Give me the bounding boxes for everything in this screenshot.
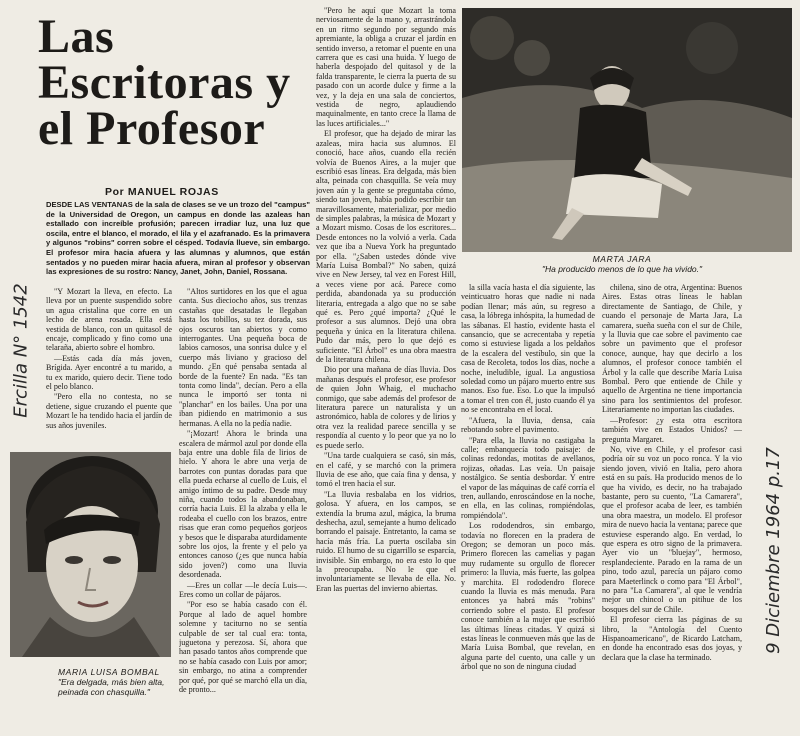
paragraph: "Para ella, la lluvia no castigaba la calle; embanquecía todo paisaje: de colinas redondas, motitas de avellanos, rojizas, oñadas. Las veía. Un paisaje nostálgico. Se sentía desbordar. Y entre el vapor de las máquinas de café corría el tren, aullando, enroscándose en la noche, en ella, en las colinas, rompiéndolas, rompiéndola". [461, 435, 595, 520]
caption-name: MARIA LUISA BOMBAL [58, 667, 160, 677]
jara-photo [462, 8, 792, 252]
paragraph: "Pero he aquí que Mozart la toma nerviosamente de la mano y, arrastrándola en un ritmo segundo por segundo más apremiante, la obliga a cruzar el jardín en sentido inverso, a retomar el puente en una carrera que es casi una huida. Y luego de haberla despojado del quitasol y de la falda transparente, le cierra la puerta de su pasado con un acorde dulce y firme a la vez, y la deja en una sala de conciertos, vestida de negro, aplaudiendo maquinalmente, en tanto crece la llama de las luces artificiales..." [316, 6, 456, 128]
text-column-1 [46, 287, 172, 447]
paragraph: la silla vacía hasta el día siguiente, las veinticuatro horas que nadie ni nada podían llenar; más aún, su regreso a casa, la lóbrega inhóspita, la humedad de las sábanas. El hastío, evidente hasta el cansancio, que se acrecentaba y repetía como si estuviese ligada a los peldaños de la escalera del vestíbulo, sin que la casa de Recoleta, todos los días, noche a noche, ineludible, igual. La angustiosa soledad como un pájaro muerto entre sus manos. Eso fue. Eso. Lo que la impulsó a tomar el tren con él, justo cuando él ya no se encontraba en el local. [461, 283, 595, 415]
title-line-1: Las [38, 10, 115, 63]
paragraph: "Y Mozart la lleva, en efecto. La lleva por un puente suspendido sobre un agua cristalina que corre en un lecho de arena rosada. Ella está vestida de blanco, con un quitasol de encaje, complicado y fino como una telaraña, abierto sobre el hombro. [46, 287, 172, 353]
paragraph: —Eres un collar —le decía Luis—. Eres como un collar de pájaros. [179, 580, 307, 599]
text-column-4 [461, 283, 595, 724]
handwritten-note-right: 9 Diciembre 1964 p.17 [762, 447, 784, 654]
paragraph: "¡Mozart! Ahora le brinda una escalera de mármol azul por donde ella baja entre una doble fila de lirios de hielo. Y ahora le abre una verja de barrotes con puntas doradas para que ella pueda echarse al cuello de Luis, el amigo íntimo de su padre. Desde muy niña, cuando todos la abandonaban, corría hacia Luis. El la alzaba y ella le rodeaba el cuello con los brazos, entre risas que eran como pequeños gorjeos y besos que le disparaba aturdidamente sobre los ojos, la frente y el pelo ya entonces canoso (¿es que nunca había sido joven?) como una lluvia desordenada. [179, 429, 307, 580]
paragraph: "Altos surtidores en los que el agua canta. Sus dieciocho años, sus trenzas castañas que desatadas le llegaban hasta los tobillos, su tez dorada, sus ojos oscuros tan abiertos y como interrogantes. Una pequeña boca de labios carnosos, una sonrisa dulce y el cuerpo más liviano y gracioso del mundo. ¿En qué pensaba sentada al borde de la fuente? En nada. "Es tan tonta como linda", decían. Pero a ella nunca le importó ser tonta ni "planchar" en los bailes. Una por una iban pidiendo en matrimonio a sus hermanas. A ella no la pedía nadie. [179, 287, 307, 428]
handwritten-note-left: Ercilla N° 1542 [10, 283, 32, 418]
caption-quote: "Ha producido menos de lo que ha vivido." [541, 264, 703, 274]
paragraph: "Afuera, la lluvia, densa, caía rebotando sobre el pavimento. [461, 415, 595, 435]
caption-quote: "Era delgada, más bien alta, peinada con chasquilla." [58, 677, 165, 697]
text-column-5 [602, 283, 742, 724]
paragraph: No, vive en Chile, y el profesor casi podría oír su voz un poco ronca. Y la vio siendo joven, vivió en Italia, pero ahora está en su país. Ha producido menos de lo que ha vivido, es decir, no ha trabajado bastante, pero su cuento, "La Camarera", que el profesor acaba de leer, es también una obra maestra, un modelo. El profesor mira de nuevo hacia la ventana; parece que estuviese esperando algo. En verdad, lo que espera es otro signo de la primavera. Ayer vio un "bluejay", hermoso, resplandeciente. Parado en la rama de un pino, todo azul, parecía un pájaro como para Maeterlinck o como para "El Árbol", no para "La Camarera", al que le vendría mejor un chincol o un pitihue de los bosques del sur de Chile. [602, 444, 742, 614]
paragraph: El profesor cierra las páginas de su libro, la "Antología del Cuento Hispanoamericano", de Ricardo Latcham, en donde ha encontrado esas dos joyas, y declara que la clase ha terminado. [602, 615, 742, 662]
title-line-3: el Profesor [38, 102, 266, 155]
paragraph: Dio por una mañana de días lluvia. Dos mañanas después el profesor, ese profesor de quien John Whaig, el muchacho conmigo, que sabe además del profesor de literatura parece un naturalista y un astronómico, habla de colores y de lirios y otra vez la realidad parece sencilla y se respondía al cuento y lo peor que ya no lo es puede serlo. [316, 365, 456, 450]
article-title [38, 10, 328, 155]
paragraph: Los rododendros, sin embargo, todavía no florecen en la pradera de Oregon; se demoran un poco más. Primero florecen las camelias y pagan muy rudamente su orgullo de florecer primero: la lluvia, más fuerte, las golpea y marchita. El rododendro florece cuando la lluvia es más menuda. Para entonces ya habrá más "robins" corriendo sobre el pasto. El profesor conoce también a la mujer que escribió las últimas líneas citadas. Y quizá si estas líneas le conmueven más que las de María Luisa Bombal, que revelan, en alguna parte del cuento, una calle y un árbol que no son de ninguna ciudad [461, 521, 595, 672]
byline: Por MANUEL ROJAS [105, 186, 219, 198]
paragraph: "La lluvia resbalaba en los vidrios, golosa. Y afuera, en los campos, se extendía la bruma azul, mágica, la bruma deshecha, azul, semejante a humo delicado borrando el paisaje. Entretanto, la cama se hacía más fría. La puerta oscilaba sin ruido. El humo de su cigarrillo se esparcía, invisible. Sin embargo, no era esto lo que la preocupaba. No le que el involuntariamente se llevaba de ella. No. Eran las puertas del invierno abiertas. [316, 489, 456, 593]
text-column-3 [316, 6, 456, 724]
portrait-illustration [10, 452, 171, 657]
title-line-2: Escritoras y [38, 56, 291, 109]
paragraph: —Estás cada día más joven, Brígida. Ayer encontré a tu marido, a tu ex marido, quiero decir. Tiene todo el pelo blanco. [46, 353, 172, 392]
paragraph: chilena, sino de otra, Argentina: Buenos Aires. Estas otras líneas le hablan directamente de Santiago, de Chile, y cuando el personaje de Marta Jara, La camarera, sueña sueña con el sur de Chile, y la lluvia que cae sobre el pavimento cae sobre un pavimento que el profesor conoce, aunque, hay que decirlo a los alumnos, el profesor conoce también el Árbol y la calle que describe María Luisa Bombal. Pero que entiende de Chile y aquello de Argentina ne tiene importancia sino para los sentimientos del profesor. Literariamente no importan las ciudades. [602, 283, 742, 415]
caption-name: MARTA JARA [592, 254, 652, 264]
garden-scene-illustration [462, 8, 792, 252]
paragraph: "Pero ella no contesta, no se detiene, sigue cruzando el puente que Mozart le ha tendido hacia el jardín de sus años juveniles. [46, 392, 172, 430]
paragraph: "Una tarde cualquiera se casó, sin más, en el café, y se marchó con la primera lluvia de ese año, que caía fina y densa, y tomó el tren hacia el sur. [316, 451, 456, 489]
paragraph: El profesor, que ha dejado de mirar las azaleas, mira hacia sus alumnos. El conoció, hace años, cuando ella recién volvía de Buenos Aires, a la mujer que escribió esas líneas. Era delgada, más bien alta, peinada con chasquilla. Se veía muy joven aún y la gente se preguntaba cómo, siendo tan joven, había podido escribir tan maravillosamente, materializar, por medio de simples palabras, la música de Mozart y a Mozart mismo. Cosas de los escritores... Desde entonces no la volvió a verla. Cada vez que iba a Nueva York ha preguntado por ella. "¿Saben ustedes dónde vive María Luisa Bombal?" No saben, quizá vive en New Jersey, tal vez en Forest Hill, a veces viene por acá. Parece como perdida, abandonada ya su producción literaria, entregada a algo que no se sabe qué es. Pero ¿qué importa? ¿Qué le profesor a sus alumnos. Dejó una obra pequeña y única en la literatura chilena. Pudo dar más, pero lo que dejó es suficiente. "El Árbol" es una obra maestra de la literatura chilena. [316, 129, 456, 365]
bombal-portrait-photo [10, 452, 171, 657]
text-column-2 [179, 287, 307, 724]
lead-paragraph: DESDE LAS VENTANAS de la sala de clases se ve un trozo del "campus" de la Universidad de Oregon, un campus en donde las azaleas han estallado con increíble profusión; parecen irradiar luz, una luz que oscila, entre el blanco, el morado, el lila y el azafranado. Es la primavera y algunos "robins" corren sobre el césped. Todavía llueve, sin embargo. El profesor mira hacia afuera y las alumnas y alumnos, que están sentados y no pueden mirar hacia afuera, miran al profesor y observan las expresiones de su rostro: Nancy, Janet, John, Daniel, Rossana. [46, 200, 310, 277]
paragraph: "Por eso se había casado con él. Porque al lado de aquel hombre solemne y taciturno no se sentía culpable de ser tal cual era: tonta, juguetona y perezosa. Sí, ahora que han pasado tantos años comprende que no se había casado con Luis por amor; sin embargo, no atina a comprender por qué, por qué se marchó ella un día, de pronto... [179, 600, 307, 695]
jara-caption [472, 254, 772, 274]
bombal-caption [58, 667, 176, 697]
paragraph: —Profesor: ¿y esta otra escritora también vive en Estados Unidos? —pregunta Margaret. [602, 415, 742, 444]
